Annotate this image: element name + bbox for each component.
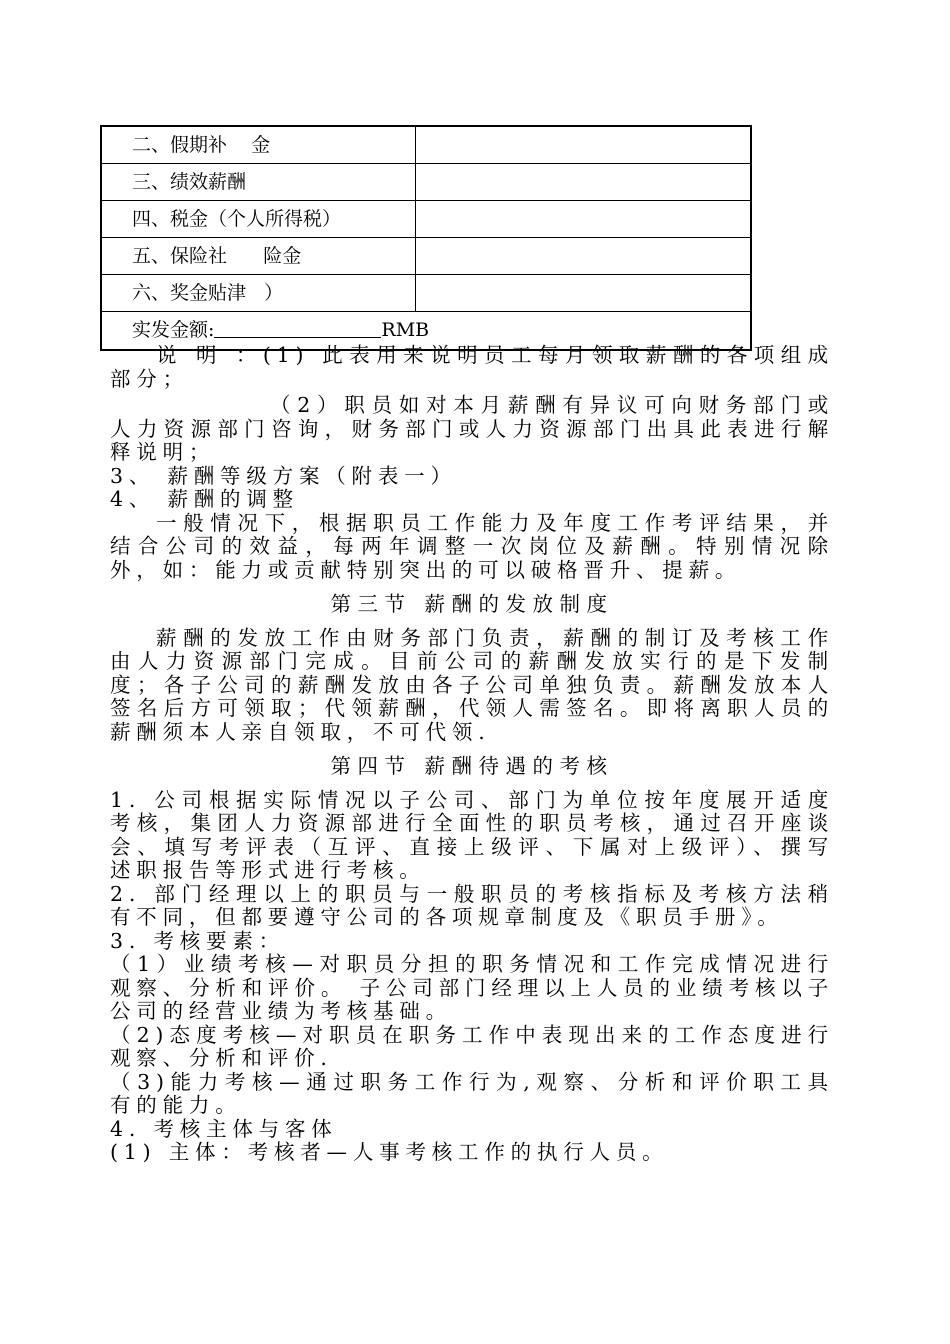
amount-blank bbox=[214, 315, 381, 338]
row-value-cell bbox=[416, 275, 750, 311]
section-3-title: 第三节 薪酬的发放制度 bbox=[330, 592, 614, 616]
item-3: 3、 薪酬等级方案（附表一） bbox=[110, 463, 457, 488]
table-row bbox=[102, 238, 750, 275]
paragraph-3c: （3)能力考核—通过职务工作行为,观察、分析和评价职工具有的能力。 bbox=[110, 1069, 834, 1117]
paragraph-4a: (1) 主体：考核者—人事考核工作的执行人员。 bbox=[110, 1140, 669, 1164]
total-label: 实发金额: bbox=[132, 319, 215, 341]
paragraph-3: 3. 考核要素： bbox=[110, 928, 285, 953]
document-body bbox=[110, 344, 834, 1165]
row-value-cell bbox=[416, 238, 750, 274]
section-4-title: 第四节 薪酬待遇的考核 bbox=[330, 754, 614, 778]
table-row bbox=[102, 201, 750, 238]
note-1: 说 明 ：(1) 此表用来说明员工每月领取薪酬的各项组成部分； bbox=[110, 343, 834, 391]
row-label: 四、税金（个人所得税） bbox=[102, 201, 416, 237]
row-label: 六、奖金贴津 ） bbox=[102, 275, 416, 311]
row-label: 三、绩效薪酬 bbox=[102, 164, 416, 200]
row-value-cell bbox=[416, 201, 750, 237]
paragraph-3a: （1）业绩考核—对职员分担的职务情况和工作完成情况进行观察、分析和评价。 子公司部门经理以上人员的业绩考核以子公司的经营业绩为考核基础。 bbox=[110, 952, 834, 1023]
note-2: （2）职员如对本月薪酬有异议可向财务部门或人力资源部门咨询，财务部门或人力资源部门出具此表进行解释说明； bbox=[110, 393, 834, 464]
row-label: 二、假期补 金 bbox=[102, 127, 416, 163]
section-3-body: 薪酬的发放工作由财务部门负责，薪酬的制订及考核工作由人力资源部门完成。目前公司的薪酬发放实行的是下发制度；各子公司的薪酬发放由各子公司单独负责。薪酬发放本人签名后方可领取；代领薪酬，代领人需签名。即将离职人员的薪酬须本人亲自领取，不可代领. bbox=[110, 625, 834, 744]
row-label: 五、保险社 险金 bbox=[102, 238, 416, 274]
item-4: 4、 薪酬的调整 bbox=[110, 487, 299, 511]
row-value-cell bbox=[416, 164, 750, 200]
paragraph-4: 4. 考核主体与客体 bbox=[110, 1116, 338, 1141]
salary-table bbox=[100, 125, 752, 351]
row-value-cell bbox=[416, 127, 750, 163]
paragraph-1: 1. 公司根据实际情况以子公司、部门为单位按年度展开适度考核，集团人力资源部进行全面性的职员考核，通过召开座谈会、填写考评表（互评、直接上级评、下属对上级评）、撰写述职报告等形式进行考核。 bbox=[110, 787, 834, 882]
paragraph-2: 2. 部门经理以上的职员与一般职员的考核指标及考核方法稍 有不同，但都要遵守公司的各项规章制度及《职员手册》。 bbox=[110, 881, 834, 929]
table-row bbox=[102, 127, 750, 164]
paragraph-3b: （2)态度考核—对职员在职务工作中表现出来的工作态度进行观察、分析和评价. bbox=[110, 1022, 834, 1070]
table-row bbox=[102, 164, 750, 201]
total-unit: RMB bbox=[381, 319, 430, 341]
table-row bbox=[102, 275, 750, 312]
adjust-paragraph: 一般情况下，根据职员工作能力及年度工作考评结果，并结合公司的效益，每两年调整一次岗位及薪酬。特别情况除外，如：能力或贡献特别突出的可以破格晋升、提薪。 bbox=[110, 510, 834, 582]
